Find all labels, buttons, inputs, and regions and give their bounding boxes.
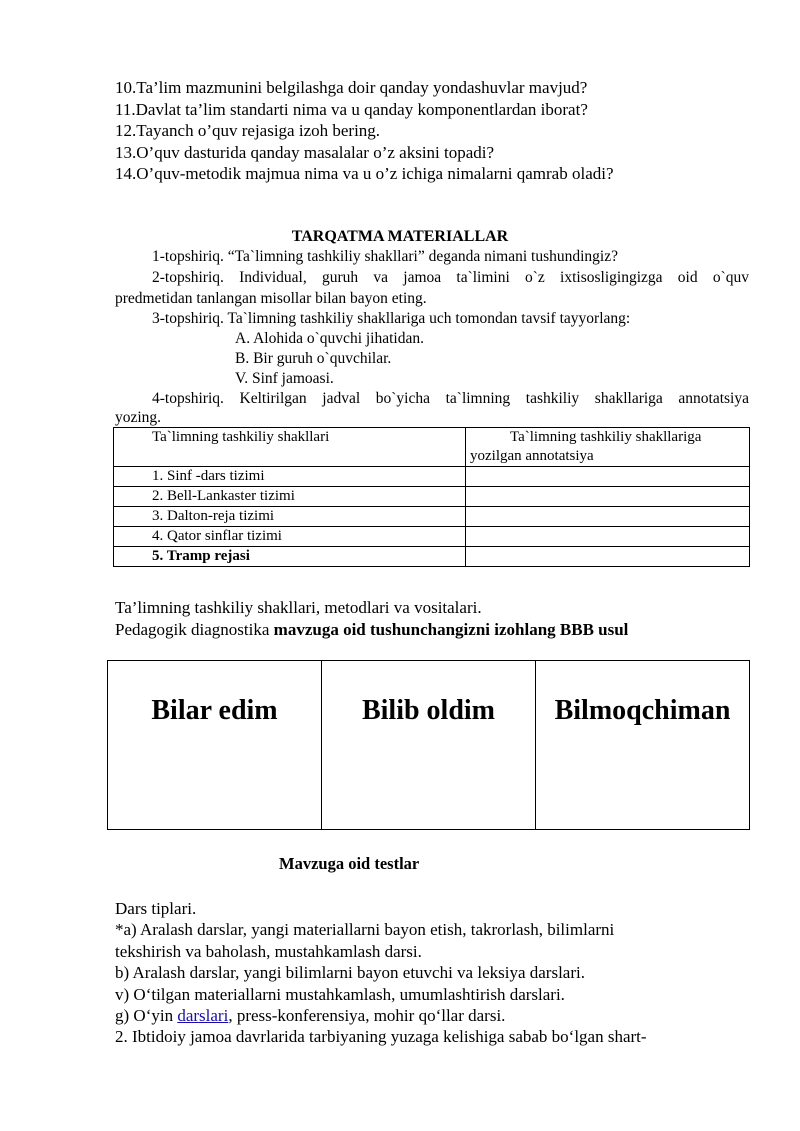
question-item: 13.O’quv dasturida qanday masalalar o’z aksini topadi? (115, 142, 495, 162)
table-cell-empty (466, 527, 750, 547)
test-option-a-line2: tekshirish va baholash, mustahkamlash darsi. (115, 941, 422, 961)
table-header-cell (466, 428, 750, 467)
question-list (115, 77, 614, 185)
handout-title: TARQATMA MATERIALLAR (291, 228, 509, 245)
table-row (114, 527, 750, 547)
table-cell: 5. Tramp rejasi (114, 547, 466, 567)
diagnostics-line (115, 619, 628, 641)
test-option-g-post: , press-konferensiya, mohir qo‘llar darsi. (228, 1006, 506, 1026)
topic-line: Ta’limning tashkiliy shakllari, metodlari va vositalari. (115, 598, 482, 617)
tests-title: Mavzuga oid testlar (279, 854, 420, 873)
table-row (114, 507, 750, 527)
test-question-2: 2. Ibtidoiy jamoa davrlarida tarbiyaning yuzaga kelishiga sabab bo‘lgan shart- (115, 1027, 647, 1047)
bbb-cell-knew: Bilar edim (108, 661, 322, 830)
table-cell-empty (466, 507, 750, 527)
task-4-line-2: yozing. (115, 409, 162, 426)
table-row (114, 487, 750, 507)
bbb-table (107, 660, 750, 830)
diagnostics-bold-text: mavzuga oid tushunchangizni izohlang BBB usul (273, 620, 629, 639)
test-option-v: v) O‘tilgan materiallarni mustahkamlash, umumlashtirish darslari. (115, 984, 565, 1004)
tests-section (115, 898, 647, 1048)
annotation-table (113, 427, 750, 567)
header-col2-line1: Ta`limning tashkiliy shakllariga (510, 429, 702, 445)
test-option-b: b) Aralash darslar, yangi bilimlarni bayon etuvchi va leksiya darslari. (115, 963, 585, 983)
table-cell: 1. Sinf -dars tizimi (114, 467, 466, 487)
question-item: 12.Tayanch o’quv rejasiga izoh bering. (115, 121, 381, 141)
task-2-line-2: predmetidan tanlangan misollar bilan bayon eting. (115, 290, 427, 307)
task-3-item-v: V. Sinf jamoasi. (235, 370, 334, 387)
task-4-line-1: 4-topshiriq. Keltirilgan jadval bo`yicha ta`limning tashkiliy shakllariga annotatsiya (152, 390, 749, 407)
table-header-cell: Ta`limning tashkiliy shakllari (114, 428, 466, 467)
diagnostics-text: Pedagogik diagnostika (115, 620, 274, 639)
task-3: 3-topshiriq. Ta`limning tashkiliy shakllariga uch tomondan tavsif tayyorlang: (152, 310, 631, 327)
test-option-g (115, 1005, 647, 1026)
bbb-cell-want-to-know: Bilmoqchiman (536, 661, 750, 830)
test-option-g-pre: g) O‘yin (115, 1006, 178, 1026)
test-heading: Dars tiplari. (115, 899, 197, 918)
task-1: 1-topshiriq. “Ta`limning tashkiliy shakllari” deganda nimani tushundingiz? (152, 248, 618, 265)
bbb-row (108, 661, 750, 830)
table-cell: 4. Qator sinflar tizimi (114, 527, 466, 547)
table-cell: 2. Bell-Lankaster tizimi (114, 487, 466, 507)
bbb-cell-learned: Bilib oldim (322, 661, 536, 830)
table-header-row (114, 428, 750, 467)
test-option-a-line1: *a) Aralash darslar, yangi materiallarni bayon etish, takrorlash, bilimlarni (115, 920, 615, 940)
table-cell-empty (466, 487, 750, 507)
darslari-link[interactable]: darslari (177, 1006, 229, 1026)
table-cell-empty (466, 547, 750, 567)
question-item: 10.Ta’lim mazmunini belgilashga doir qanday yondashuvlar mavjud? (115, 78, 588, 97)
task-3-item-a: A. Alohida o`quvchi jihatidan. (235, 330, 424, 347)
task-2-line-1: 2-topshiriq. Individual, guruh va jamoa ta`limini o`z ixtisosligingizga oid o`quv (152, 269, 749, 286)
table-row (114, 547, 750, 567)
question-item: 14.O’quv-metodik majmua nima va u o’z ichiga nimalarni qamrab oladi? (115, 164, 614, 184)
table-cell: 3. Dalton-reja tizimi (114, 507, 466, 527)
task-3-item-b: B. Bir guruh o`quvchilar. (235, 350, 392, 367)
table-cell-empty (466, 467, 750, 487)
question-item: 11.Davlat ta’lim standarti nima va u qanday komponentlardan iborat? (115, 99, 588, 119)
table-row (114, 467, 750, 487)
header-col2-line2: yozilgan annotatsiya (470, 448, 594, 464)
